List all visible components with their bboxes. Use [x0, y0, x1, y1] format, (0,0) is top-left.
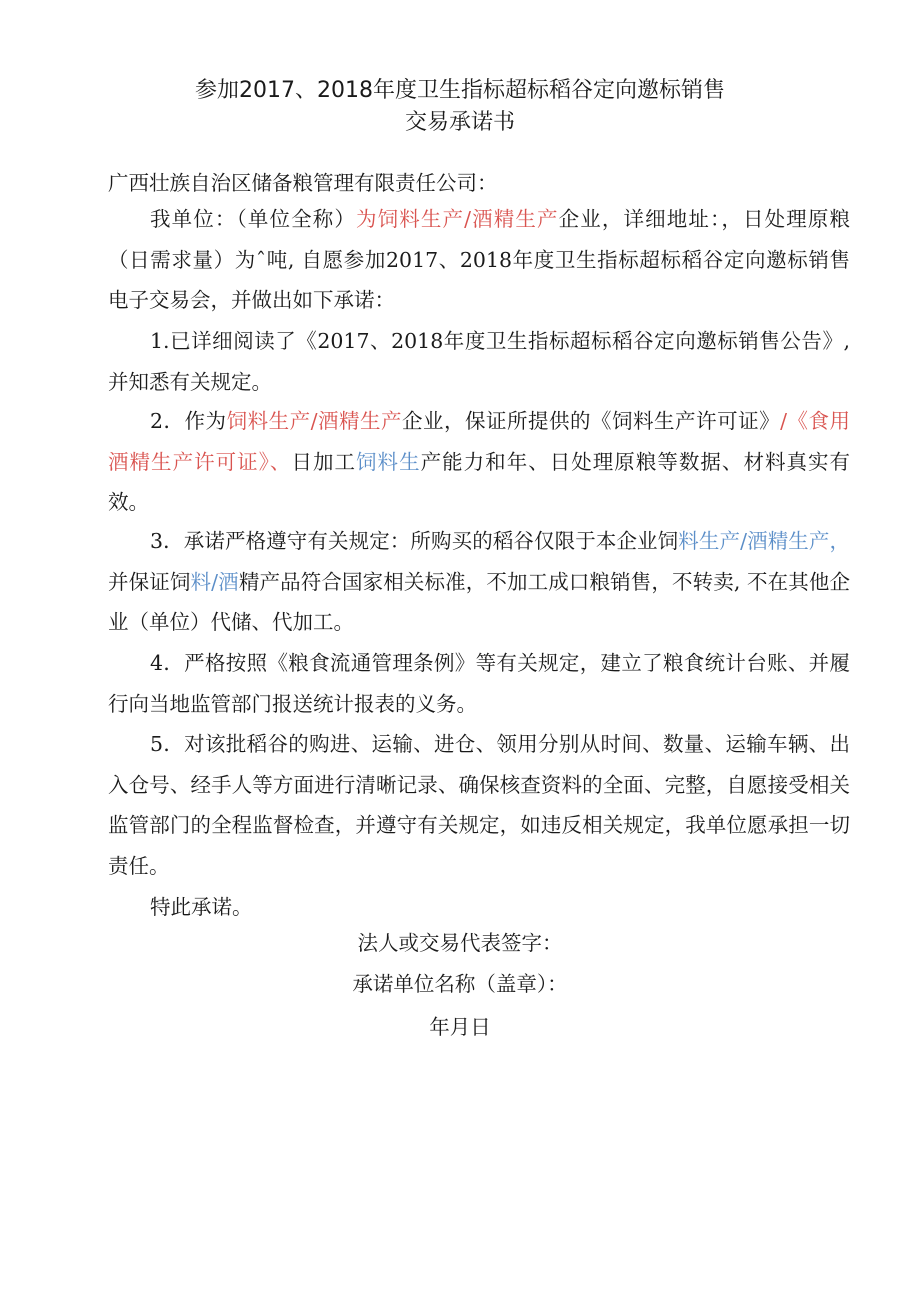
item-3-text-c: 并保证饲 — [108, 569, 191, 594]
item-2-text-g: 产能力和年、日处理原粮等数据、材料真实有效。 — [108, 449, 851, 514]
item-2-red-highlight-1: 饲料生产/酒精生产 — [226, 409, 403, 433]
item-4: 4．严格按照《粮食流通管理条例》等有关规定，建立了粮食统计台账、并履行向当地监管部门报送统计报表的义务。 — [108, 651, 850, 716]
signature-line: 法人或交易代表签字： — [357, 931, 563, 955]
item-2-text-a: 2．作为 — [150, 409, 227, 433]
intro-paragraph — [108, 199, 850, 321]
item-3-blue-highlight-2: 料/酒 — [190, 569, 239, 594]
closing-statement: 特此承诺。 — [150, 895, 253, 919]
item-1: 1.已详细阅读了《2017、2018年度卫生指标超标稻谷定向邀标销售公告》, 并知悉有关规定。 — [108, 329, 850, 394]
intro-red-highlight: 为饲料生产/酒精生产 — [356, 207, 559, 231]
document-title-line-1: 参加2017、2018年度卫生指标超标稻谷定向邀标销售 — [195, 78, 725, 103]
seal-line: 承诺单位名称（盖章）： — [352, 972, 568, 996]
item-2-text-c: 企业，保证所提供的《饲料生产许可证》 — [402, 409, 781, 433]
item-3 — [108, 521, 850, 643]
item-2-red-highlight-2: /《食用酒精生产许可证》、 — [108, 409, 851, 474]
item-2-blue-highlight: 饲料生 — [356, 449, 421, 474]
item-3-blue-highlight-1: 料生产/酒精生产， — [678, 529, 851, 553]
document-title-line-2: 交易承诺书 — [404, 110, 515, 135]
date-line: 年月日 — [429, 1015, 491, 1039]
item-3-text-e: 精产品符合国家相关标准，不加工成口粮销售，不转卖, 不在其他企业（单位）代储、代加工。 — [108, 569, 851, 634]
item-3-text-a: 3．承诺严格遵守有关规定：所购买的稻谷仅限于本企业饲 — [150, 529, 679, 553]
addressee: 广西壮族自治区储备粮管理有限责任公司： — [108, 171, 498, 195]
item-2-text-e: 日加工 — [291, 449, 357, 474]
item-2 — [108, 401, 850, 523]
item-5: 5．对该批稻谷的购进、运输、进仓、领用分别从时间、数量、运输车辆、出入仓号、经手人等方面进行清晰记录、确保核查资料的全面、完整，自愿接受相关监管部门的全程监督检查，并遵守有关规定，如违反相关规定，我单位愿承担一切责任。 — [108, 732, 850, 878]
intro-text-a: 我单位：（单位全称） — [150, 207, 356, 231]
intro-text-c: 企业，详细地址：，日处理原粮（日需求量）为ˆ吨, 自愿参加2017、2018年度卫生指标超标稻谷定向邀标销售电子交易会，并做出如下承诺： — [108, 207, 851, 312]
